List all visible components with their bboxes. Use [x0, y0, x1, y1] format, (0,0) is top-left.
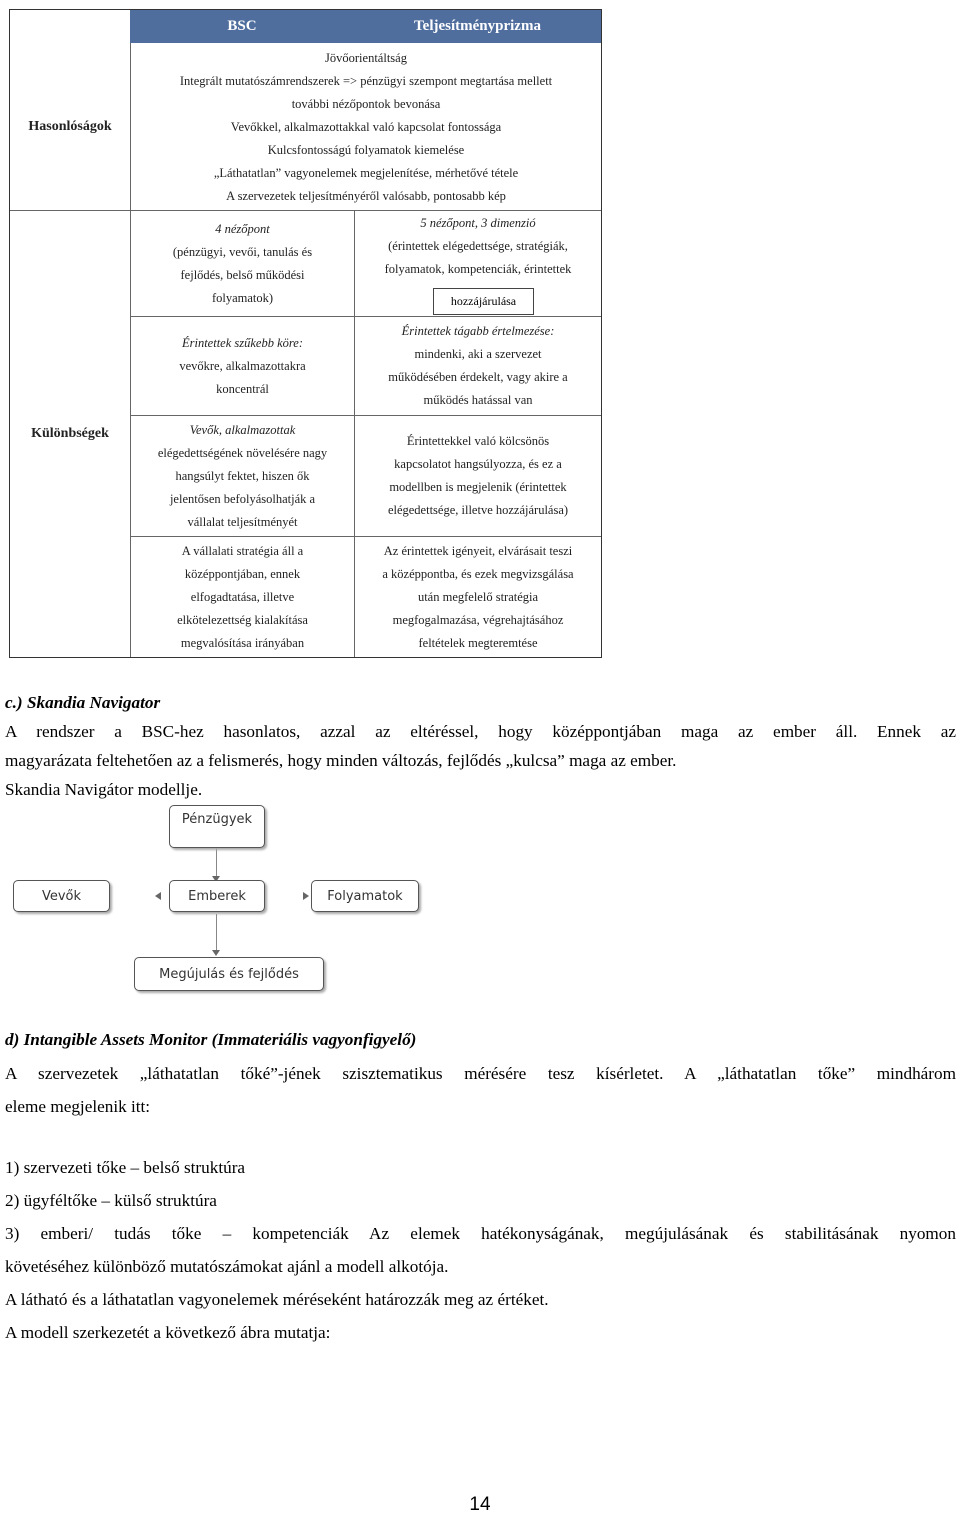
- cell-line: fejlődés, belső működési: [180, 268, 305, 282]
- diagram-box-vevok: Vevők: [13, 880, 110, 912]
- cell-line: Kulcsfontosságú folyamatok kiemelése: [267, 142, 465, 157]
- row-label-differences: Különbségek: [31, 425, 109, 441]
- diagram-box-megujulas: Megújulás és fejlődés: [134, 957, 324, 991]
- diff-row3-bsc: [131, 416, 354, 536]
- similarities-cell: [131, 46, 601, 208]
- cell-line: Jövőorientáltság: [325, 50, 407, 65]
- list-item-1: 1) szervezeti tőke – belső struktúra: [5, 1158, 246, 1177]
- cell-line: középpontjában, ennek: [184, 566, 301, 581]
- cell-line: (pénzügyi, vevői, tanulás és: [172, 245, 313, 259]
- list-item-2: 2) ügyféltőke – külső struktúra: [5, 1191, 217, 1210]
- list-item-3-line2: követéséhez különböző mutatószámokat ajánl a modell alkotója.: [5, 1257, 449, 1276]
- section-c-heading: c.) Skandia Navigator: [5, 693, 161, 712]
- cell-line: vevőkre, alkalmazottakra: [179, 358, 306, 373]
- section-c-paragraph-line1: A rendszer a BSC-hez hasonlatos, azzal az eltéréssel, hogy középpontjában maga az ember áll. Ennek az: [5, 722, 956, 741]
- diff-row1-bsc: [131, 212, 354, 316]
- cell-line: Érintettek tágabb értelmezése:: [401, 324, 555, 338]
- cell-line: Vevők, alkalmazottak: [189, 422, 296, 437]
- cell-line: jelentősen befolyásolhatják a: [169, 491, 316, 506]
- cell-line: vállalat teljesítményét: [187, 514, 298, 529]
- cell-line: Érintettek szűkebb köre:: [181, 335, 304, 350]
- cell-line: elkötelezettség kialakítása: [177, 612, 308, 627]
- cell-line: mindenki, aki a szervezet: [414, 347, 542, 361]
- header-teljesitmenyprizma: Teljesítményprizma: [354, 10, 601, 43]
- header-bsc: BSC: [130, 10, 354, 43]
- section-c-paragraph-line2: magyarázata feltehetően az a felismerés, hogy minden változás, fejlődés „kulcsa” maga az ember.: [5, 751, 677, 770]
- cell-line: hangsúlyt fektet, hiszen ők: [175, 468, 310, 483]
- diagram-box-emberek: Emberek: [169, 880, 265, 912]
- cell-line: Integrált mutatószámrendszerek => pénzügyi szempont megtartása mellett: [179, 73, 553, 88]
- diff-row2-bsc: [131, 317, 354, 415]
- cell-line: elégedettségének növelésére nagy: [157, 445, 328, 460]
- cell-line: Vevőkkel, alkalmazottakkal való kapcsolat fontossága: [230, 119, 502, 134]
- cell-line: működés hatással van: [423, 393, 533, 407]
- cell-line: elégedettsége, illetve hozzájárulása): [387, 503, 569, 517]
- section-d-paragraph-3: A modell szerkezetét a következő ábra mutatja:: [5, 1323, 331, 1342]
- cell-line: megfogalmazása, végrehajtásához: [392, 612, 564, 627]
- cell-line: után megfelelő stratégia: [417, 589, 539, 604]
- cell-line: folyamatok): [211, 291, 274, 305]
- cell-line: A szervezetek teljesítményéről valósabb, pontosabb kép: [226, 188, 506, 203]
- page-number: 14: [469, 1494, 491, 1515]
- cell-line: elfogadtatása, illetve: [190, 589, 295, 604]
- cell-line: Érintettekkel való kölcsönös: [406, 434, 550, 448]
- diff-row4-bsc: [131, 537, 354, 657]
- diff-row4-prizma: [355, 537, 601, 657]
- cell-line: modellben is megjelenik (érintettek: [389, 480, 567, 494]
- section-c-caption: Skandia Navigátor modellje.: [5, 780, 203, 799]
- cell-line: működésében érdekelt, vagy akire a: [388, 370, 568, 384]
- cell-line: 5 nézőpont, 3 dimenzió: [420, 216, 536, 230]
- cell-line: további nézőpontok bevonása: [291, 96, 441, 111]
- cell-line: folyamatok, kompetenciák, érintettek: [384, 262, 572, 276]
- diff-row3-prizma: [355, 416, 601, 536]
- comparison-table: [9, 9, 602, 658]
- cell-line: A vállalati stratégia áll a: [181, 543, 304, 558]
- diff-row1-prizma: [355, 212, 601, 292]
- cell-line: kapcsolatot hangsúlyozza, és ez a: [394, 457, 562, 471]
- diagram-box-folyamatok: Folyamatok: [311, 880, 419, 912]
- contribution-note-box: hozzájárulása: [433, 288, 534, 315]
- cell-line: Az érintettek igényeit, elvárásait teszi: [383, 543, 573, 558]
- section-d-paragraph-line1: A szervezetek „láthatatlan tőké”-jének szisztematikus mérésére tesz kísérletet. A „láthatatlan tőke” mindhárom: [5, 1064, 956, 1083]
- diagram-box-penzugyek: Pénzügyek: [169, 805, 265, 848]
- cell-line: a középpontba, és ezek megvizsgálása: [382, 566, 574, 581]
- cell-line: feltételek megteremtése: [418, 635, 538, 650]
- cell-line: 4 nézőpont: [215, 222, 270, 236]
- diff-row2-prizma: [355, 317, 601, 415]
- section-d-paragraph-2: A látható és a láthatatlan vagyonelemek méréseként határozzák meg az értéket.: [5, 1290, 549, 1309]
- cell-line: „Láthatatlan” vagyonelemek megjelenítése, mérhetővé tétele: [213, 165, 519, 180]
- cell-line: (érintettek elégedettsége, stratégiák,: [388, 239, 568, 253]
- section-d-heading: d) Intangible Assets Monitor (Immateriális vagyonfigyelő): [5, 1030, 417, 1049]
- cell-line: megvalósítása irányában: [180, 635, 305, 650]
- cell-line: koncentrál: [216, 381, 269, 396]
- row-label-similarities: Hasonlóságok: [28, 118, 112, 134]
- list-item-3-line1: 3) emberi/ tudás tőke – kompetenciák Az elemek hatékonyságának, megújulásának és stabilitásának nyomon: [5, 1224, 956, 1243]
- section-d-paragraph-line2: eleme megjelenik itt:: [5, 1097, 151, 1116]
